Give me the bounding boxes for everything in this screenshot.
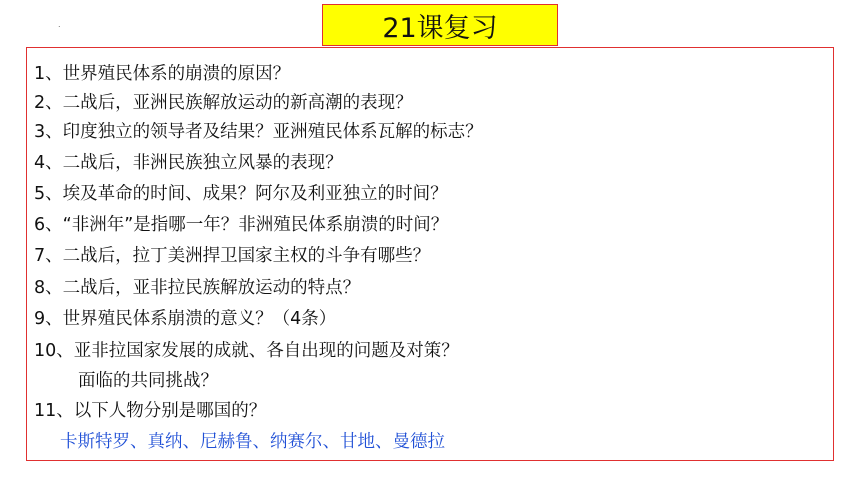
- question-3: 3、印度独立的领导者及结果？亚洲殖民体系瓦解的标志？: [34, 122, 483, 142]
- question-5: 5、埃及革命的时间、成果？阿尔及利亚独立的时间？: [34, 184, 448, 204]
- question-2: 2、二战后，亚洲民族解放运动的新高潮的表现？: [34, 93, 413, 113]
- lesson-title: 21课复习: [322, 4, 558, 46]
- question-11: 11、以下人物分别是哪国的？: [34, 401, 267, 421]
- question-9: 9、世界殖民体系崩溃的意义？（4条）: [34, 309, 337, 329]
- question-1: 1、世界殖民体系的崩溃的原因？: [34, 64, 291, 84]
- question-4: 4、二战后，非洲民族独立风暴的表现？: [34, 153, 343, 173]
- people-names: 卡斯特罗、真纳、尼赫鲁、纳赛尔、甘地、曼德拉: [60, 432, 445, 452]
- question-6: 6、“非洲年”是指哪一年？非洲殖民体系崩溃的时间？: [34, 215, 449, 235]
- question-8: 8、二战后，亚非拉民族解放运动的特点？: [34, 278, 361, 298]
- question-10-continued: 面临的共同挑战？: [78, 371, 218, 391]
- question-10: 10、亚非拉国家发展的成就、各自出现的问题及对策？: [34, 341, 459, 361]
- question-7: 7、二战后，拉丁美洲捍卫国家主权的斗争有哪些？: [34, 246, 431, 266]
- dot-mark: .: [58, 20, 61, 29]
